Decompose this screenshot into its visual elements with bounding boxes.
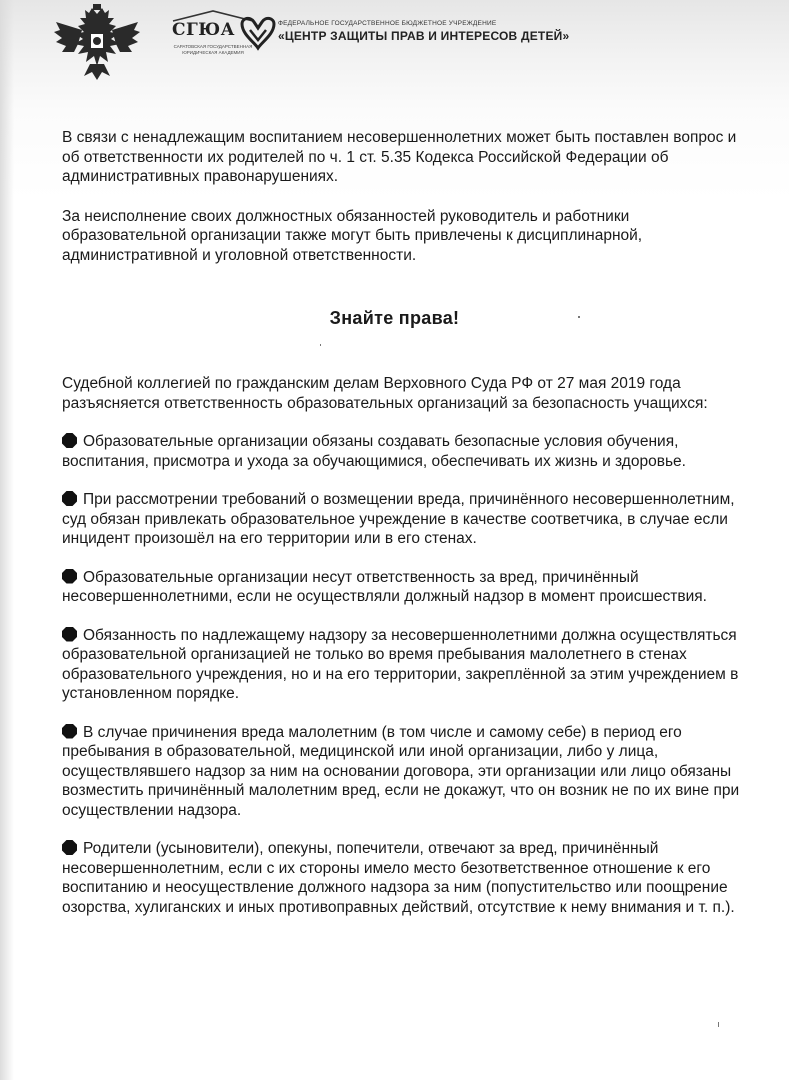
eagle-emblem-icon [52, 4, 142, 84]
list-item-text: При рассмотрении требований о возмещении вреда, причинённого несовершеннолетним, суд обязан привлекать образовательное учреждение в качестве соответчика, в случае если инцидент произошёл на его территории или в его стенах. [62, 491, 735, 547]
list-item-text: Образовательные организации обязаны создавать безопасные условия обучения, воспитания, присмотра и ухода за обучающимися, обеспечивать их жизнь и здоровье. [62, 433, 686, 470]
bullet-icon [62, 569, 77, 584]
bullet-icon [62, 724, 77, 739]
org-title [278, 20, 569, 43]
scan-speck [578, 316, 580, 318]
org-type: ФЕДЕРАЛЬНОЕ ГОСУДАРСТВЕННОЕ БЮДЖЕТНОЕ УЧРЕЖДЕНИЕ [278, 20, 497, 27]
heart-hands-logo-icon [238, 16, 278, 52]
list-item-text: В случае причинения вреда малолетним (в том числе и самому себе) в период его пребывания в образовательной, медицинской или иной организации, либо у лица, осуществлявшего надзор за ним на основании договора, эти организации или лицо обязаны возместить причинённый малолетним вред, если не докажут, что он возник не по их вине при осуществлении надзора. [62, 723, 740, 819]
list-item [62, 490, 742, 549]
scan-speck [718, 1022, 719, 1027]
list-item [62, 432, 742, 471]
list-item [62, 568, 742, 607]
lead-paragraph: Судебной коллегией по гражданским делам Верховного Суда РФ от 27 мая 2019 года разъясняется ответственность образовательных организаций за безопасность учащихся: [62, 375, 708, 412]
letterhead [52, 4, 769, 84]
intro-section [62, 128, 742, 265]
scan-speck [320, 344, 321, 346]
intro-paragraph: За неисполнение своих должностных обязанностей руководитель и работники образовательной организации также могут быть привлечены к дисциплинарной, административной и уголовной ответственности. [62, 207, 643, 264]
page-title: Знайте права! [329, 308, 460, 328]
list-item [62, 839, 742, 917]
org-name: «ЦЕНТР ЗАЩИТЫ ПРАВ И ИНТЕРЕСОВ ДЕТЕЙ» [278, 29, 570, 43]
list-item-text: Обязанность по надлежащему надзору за несовершеннолетними должна осуществляться образовательной организацией не только во время пребывания малолетнего в стенах образовательного учреждения, но и на его территории, закреплённой за этим учреждением в установленном порядке. [62, 626, 739, 702]
list-item-text: Родители (усыновители), опекуны, попечители, отвечают за вред, причинённый несовершеннолетним, если с их стороны имело место безответственное отношение к его воспитанию и неосуществление должного надзора за ним (попустительство или поощрение озорства, хулиганских и иных противоправных действий, отсутствие к нему внимания и т. п.). [62, 840, 735, 916]
rights-section [62, 374, 742, 936]
list-item-text: Образовательные организации несут ответственность за вред, причинённый несовершеннолетними, если не осуществляли должный надзор в момент происшествия. [62, 568, 707, 605]
list-item [62, 723, 742, 821]
bullet-icon [62, 627, 77, 642]
bullet-icon [62, 433, 77, 448]
scan-edge-shadow [0, 0, 14, 1080]
bullet-icon [62, 491, 77, 506]
sgua-name: СГЮА [172, 20, 235, 40]
bullet-icon [62, 840, 77, 855]
sgua-subtitle: САРАТОВСКАЯ ГОСУДАРСТВЕННАЯ ЮРИДИЧЕСКАЯ АКАДЕМИЯ [173, 44, 253, 55]
intro-paragraph: В связи с ненадлежащим воспитанием несовершеннолетних может быть поставлен вопрос и об ответственности их родителей по ч. 1 ст. 5.35 Кодекса Российской Федерации об административных правонарушениях. [62, 129, 737, 185]
list-item [62, 626, 742, 704]
